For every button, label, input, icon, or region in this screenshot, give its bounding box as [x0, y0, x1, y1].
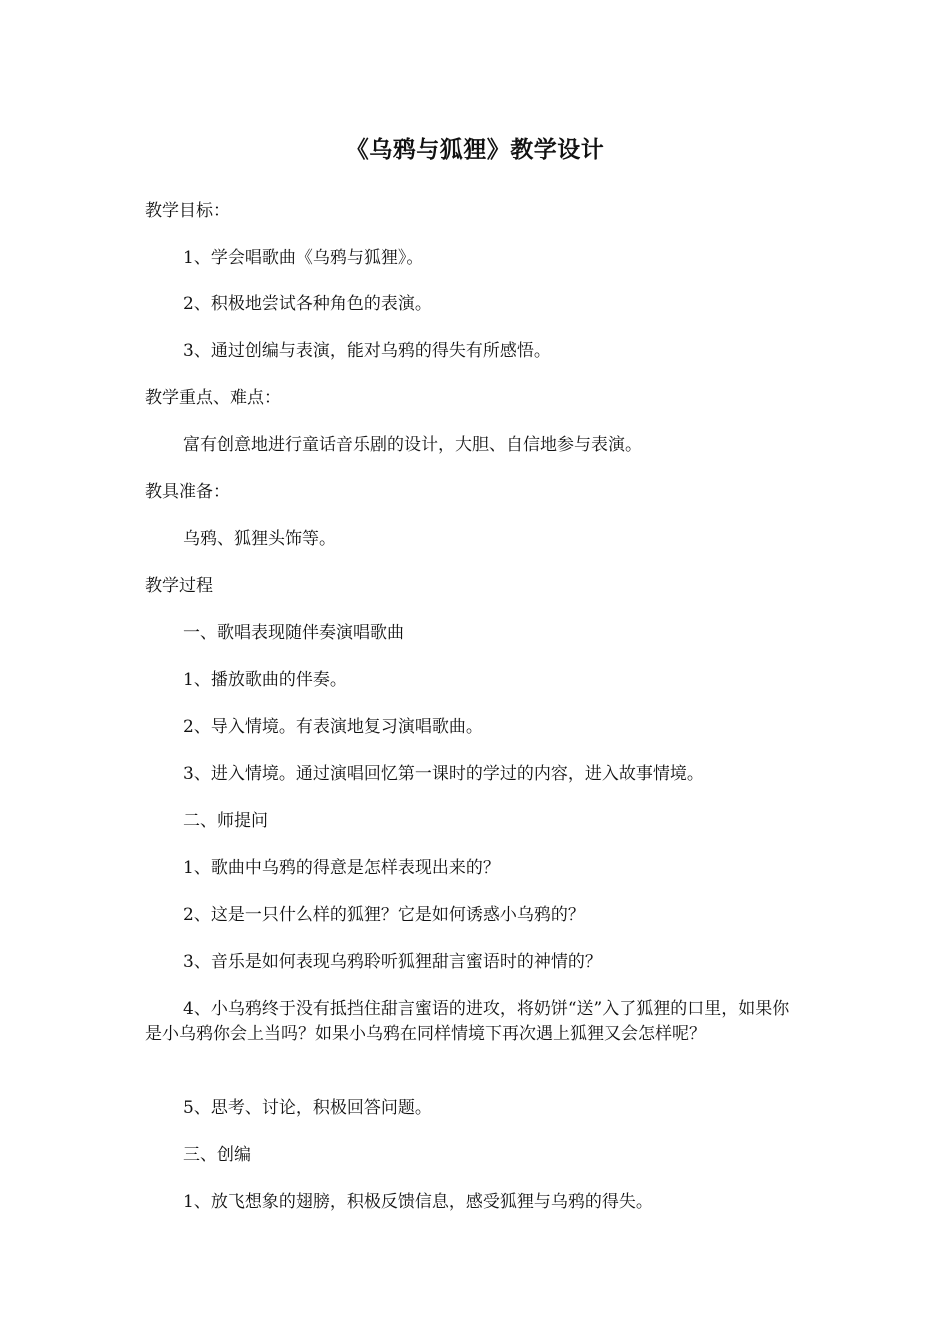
- section2-item-4: 4、小乌鸦终于没有抵挡住甜言蜜语的进攻，将奶饼“送”入了狐狸的口里，如果你是小乌鸦你会上当吗？如果小乌鸦在同样情境下再次遇上狐狸又会怎样呢？: [145, 999, 790, 1044]
- section2-item-3: 3、音乐是如何表现乌鸦聆听狐狸甜言蜜语时的神情的？: [183, 952, 602, 972]
- objective-item-2: 2、积极地尝试各种角色的表演。: [183, 294, 432, 314]
- objective-item-3: 3、通过创编与表演，能对乌鸦的得失有所感悟。: [183, 341, 551, 361]
- section1-item-1: 1、播放歌曲的伴奏。: [183, 670, 347, 690]
- section3-item-1: 1、放飞想象的翅膀，积极反馈信息，感受狐狸与乌鸦的得失。: [183, 1192, 653, 1212]
- section2-item-2: 2、这是一只什么样的狐狸？它是如何诱惑小乌鸦的？: [183, 905, 585, 925]
- section-heading-1: 一、歌唱表现随伴奏演唱歌曲: [183, 623, 404, 643]
- section1-item-3: 3、进入情境。通过演唱回忆第一课时的学过的内容，进入故事情境。: [183, 764, 704, 784]
- section1-item-2: 2、导入情境。有表演地复习演唱歌曲。: [183, 717, 483, 737]
- section2-item-5: 5、思考、讨论，积极回答问题。: [183, 1098, 432, 1118]
- objective-item-1: 1、学会唱歌曲《乌鸦与狐狸》。: [183, 248, 424, 268]
- section-heading-2: 二、师提问: [183, 811, 268, 831]
- section2-item-1: 1、歌曲中乌鸦的得意是怎样表现出来的？: [183, 858, 500, 878]
- materials-heading: 教具准备：: [145, 482, 230, 502]
- objectives-heading: 教学目标：: [145, 201, 230, 221]
- section-heading-3: 三、创编: [183, 1145, 251, 1165]
- materials-text: 乌鸦、狐狸头饰等。: [183, 529, 336, 549]
- process-heading: 教学过程: [145, 576, 213, 596]
- key-points-heading: 教学重点、难点：: [145, 388, 281, 408]
- document-title: 《乌鸦与狐狸》教学设计: [345, 137, 605, 163]
- key-points-text: 富有创意地进行童话音乐剧的设计，大胆、自信地参与表演。: [183, 435, 642, 455]
